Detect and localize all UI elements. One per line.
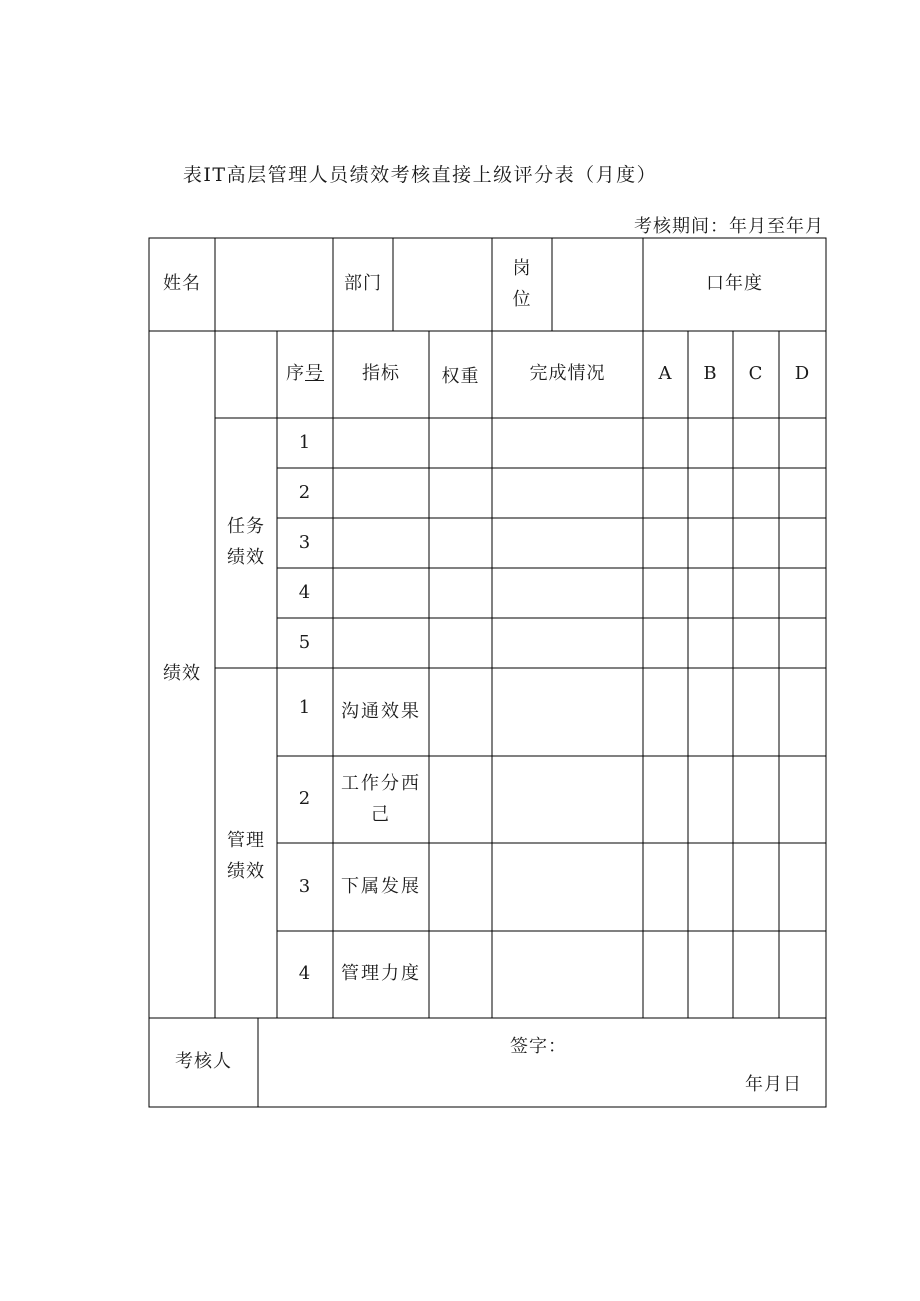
column-header-grade-c: C (748, 363, 764, 385)
column-header-completion: 完成情况 (529, 363, 606, 385)
task-row-no: 3 (298, 531, 312, 553)
signature-date-label: 年月日 (745, 1074, 802, 1095)
task-row-no: 2 (298, 481, 312, 503)
section-label-performance: 绩效 (163, 663, 201, 685)
review-period: 考核期间：年月至年月 (634, 216, 824, 237)
period-type-option[interactable]: 口年度 (706, 273, 763, 295)
dept-value-field[interactable] (393, 238, 492, 331)
mgmt-row-no: 4 (298, 963, 312, 985)
name-value-field[interactable] (215, 238, 333, 331)
column-header-weight: 权重 (441, 366, 480, 388)
reviewer-label: 考核人 (175, 1051, 232, 1073)
mgmt-row-no: 3 (298, 875, 312, 897)
task-row-no: 4 (298, 581, 312, 603)
mgmt-row-no: 2 (298, 788, 312, 810)
column-header-no (277, 331, 333, 418)
task-performance-label: 任务 绩效 (227, 516, 265, 568)
form-title: 表IT高层管理人员绩效考核直接上级评分表（月度） (182, 164, 658, 186)
signature-label: 签字： (510, 1036, 567, 1057)
position-label: 岗 位 (512, 257, 532, 310)
column-header-grade-d: D (794, 363, 811, 385)
mgmt-row-no: 1 (298, 696, 312, 718)
column-header-indicator: 指标 (362, 363, 400, 385)
dept-label: 部门 (344, 273, 382, 295)
mgmt-performance-label: 管理 绩效 (227, 830, 265, 882)
task-row-no: 5 (298, 631, 312, 653)
mgmt-row-indicator: 工作分西 己 (341, 772, 421, 825)
column-header-grade-a: A (658, 363, 673, 385)
mgmt-row-indicator: 沟通效果 (341, 700, 421, 722)
position-value-field[interactable] (552, 238, 643, 331)
task-row-no: 1 (298, 431, 312, 453)
name-label: 姓名 (163, 273, 201, 295)
column-header-no-prefix: 序 (286, 363, 305, 385)
mgmt-row-indicator: 管理力度 (341, 963, 421, 985)
column-header-no-suffix: 号 (305, 363, 324, 385)
mgmt-row-indicator: 下属发展 (341, 875, 421, 897)
column-header-grade-b: B (703, 363, 718, 385)
